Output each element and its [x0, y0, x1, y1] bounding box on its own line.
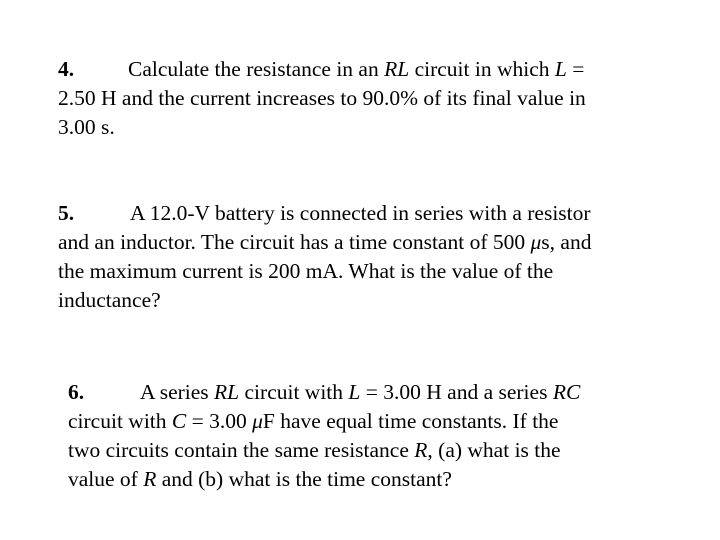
- problem-number: 6.: [68, 380, 85, 404]
- problem-text-line: 6. A series RL circuit with L = 3.00 H and a series RC: [68, 378, 668, 407]
- italic-symbol: μ: [252, 409, 263, 433]
- problem-number: 4.: [58, 57, 75, 81]
- problem-text-line: value of R and (b) what is the time constant?: [68, 467, 452, 491]
- problem-6: [68, 378, 668, 494]
- italic-symbol: C: [171, 409, 187, 433]
- italic-symbol: R: [143, 467, 157, 491]
- italic-symbol: RC: [552, 380, 581, 404]
- problem-4: [58, 55, 658, 142]
- italic-symbol: R: [414, 438, 428, 462]
- problem-text-line: circuit with C = 3.00 μF have equal time constants. If the: [68, 409, 559, 433]
- problem-text-line: 5. A 12.0-V battery is connected in series with a resistor: [58, 199, 663, 228]
- italic-symbol: L: [554, 57, 567, 81]
- problem-text-line: inductance?: [58, 288, 161, 312]
- italic-symbol: μ: [530, 230, 542, 254]
- italic-symbol: RL: [384, 57, 410, 81]
- problem-text-line: the maximum current is 200 mA. What is the value of the: [58, 259, 554, 283]
- problem-text-line: two circuits contain the same resistance R, (a) what is the: [68, 438, 561, 462]
- italic-symbol: L: [348, 380, 361, 404]
- problem-text-line: 3.00 s.: [58, 115, 115, 139]
- problem-number: 5.: [58, 201, 75, 225]
- problem-5: [58, 199, 663, 315]
- italic-symbol: RL: [214, 380, 240, 404]
- problem-text-line: and an inductor. The circuit has a time constant of 500 μs, and: [58, 230, 592, 254]
- problem-text-line: 4. Calculate the resistance in an RL circuit in which L =: [58, 55, 658, 84]
- problem-text-line: 2.50 H and the current increases to 90.0% of its final value in: [58, 86, 586, 110]
